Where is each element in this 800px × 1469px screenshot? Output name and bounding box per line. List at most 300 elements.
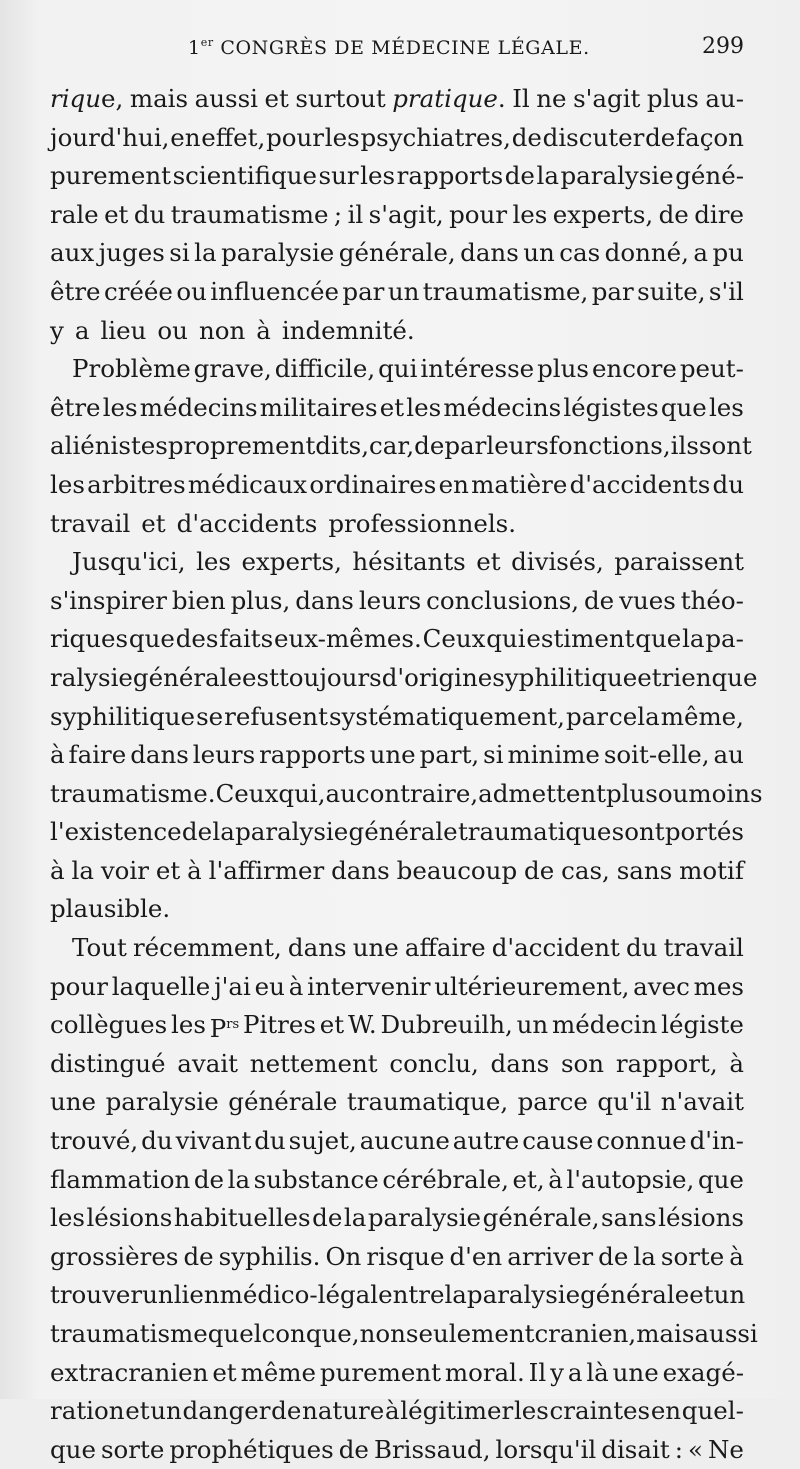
word: dits, [315, 431, 370, 461]
word: sans [616, 855, 673, 885]
text-line [50, 234, 744, 273]
word: médecin [552, 1010, 658, 1040]
word: pratique. [392, 84, 506, 113]
word: à [384, 1396, 400, 1426]
word: : [674, 1434, 683, 1464]
text-line [50, 1276, 744, 1315]
word: au [713, 740, 744, 770]
word: eux-mêmes. [274, 624, 422, 654]
word: cas, [561, 855, 610, 885]
word: leurs [358, 585, 422, 615]
word: scientifique [172, 161, 317, 191]
text-line [50, 1083, 744, 1122]
word: sorte [100, 1434, 165, 1464]
word: générale, [482, 1203, 600, 1233]
word: ultérieurement, [434, 971, 630, 1001]
word: grossières [50, 1241, 179, 1271]
word: qu'il [597, 1087, 652, 1117]
word: par [565, 701, 608, 731]
word: j'ai [214, 971, 251, 1001]
word: prophétiques [169, 1434, 334, 1464]
word: pour [50, 971, 108, 1001]
word: paraissent [614, 547, 744, 577]
word: experts, [552, 199, 654, 229]
word: d'accident [491, 933, 620, 963]
word: lorsqu'il [495, 1434, 597, 1464]
word: les [324, 122, 360, 152]
word: lésions [658, 1203, 744, 1233]
word: mais [636, 1319, 695, 1348]
word: légitimer [400, 1396, 514, 1426]
word: arriver [507, 1241, 594, 1271]
word: récemment, [132, 933, 282, 963]
word: mes [693, 971, 744, 1001]
word: paralysie [466, 1280, 581, 1310]
word: médecins [443, 392, 562, 422]
word: a [567, 1357, 583, 1387]
word: conclusions, [426, 585, 580, 615]
word: médicaux [187, 469, 308, 499]
word: et [104, 199, 129, 229]
word: l'autopsie, [566, 1164, 695, 1194]
word: à [548, 1164, 563, 1194]
text-line [50, 466, 744, 505]
text-line [50, 1006, 744, 1045]
word: et [476, 547, 501, 577]
text-line [50, 968, 744, 1007]
word: qui [486, 624, 526, 654]
word: à [288, 971, 304, 1001]
word: la [536, 161, 559, 191]
word: Il [528, 1357, 547, 1387]
word: théo- [680, 585, 744, 615]
word: de [183, 1241, 214, 1271]
text-line [50, 312, 744, 351]
word: rale [50, 199, 99, 229]
word: Ne [707, 1434, 744, 1464]
running-head [50, 36, 744, 66]
text-line [50, 620, 744, 659]
word: d'en [449, 1241, 503, 1271]
page-number: 299 [702, 34, 744, 59]
word: aussi [694, 1319, 758, 1348]
word: à [50, 855, 65, 885]
word: portés [664, 817, 744, 847]
word: autre [452, 1126, 520, 1156]
word: riques [50, 624, 129, 654]
word: des [175, 624, 219, 654]
word: l'existence [50, 817, 182, 847]
word: de [414, 431, 445, 461]
word: à [729, 1048, 744, 1078]
word: divisés, [511, 547, 604, 577]
word: rapports [396, 161, 504, 191]
word: se [196, 701, 224, 731]
text-line [50, 813, 744, 852]
word: mais [129, 84, 189, 113]
text-line [50, 505, 744, 544]
word: moral. [444, 1357, 525, 1387]
word: s'agit, [368, 199, 444, 229]
word: dans [331, 855, 390, 885]
word: pour [449, 199, 508, 229]
word: la [343, 1203, 367, 1233]
word: s'agit [573, 84, 641, 113]
word: paralysie [221, 238, 335, 268]
word: cranien, [534, 1319, 637, 1348]
word: et [379, 392, 405, 422]
word: part, [419, 740, 480, 770]
word: de [193, 1164, 225, 1194]
word: à [729, 1241, 744, 1271]
word: nettement [249, 1048, 378, 1078]
word: surtout [295, 84, 386, 113]
word: que [711, 662, 758, 692]
word: ou [157, 315, 188, 345]
word: aux [50, 238, 95, 268]
word: que [660, 392, 707, 422]
text-line [50, 157, 744, 196]
word: lieu [100, 315, 147, 345]
word: par [444, 431, 487, 461]
ordinal: 1 [188, 37, 201, 59]
word: de [645, 122, 676, 152]
word: sujet, [288, 1126, 357, 1156]
word: cause [522, 1126, 594, 1156]
word: peut- [679, 354, 744, 384]
word: nature [302, 1396, 385, 1426]
word: de [524, 855, 555, 885]
word: au [325, 778, 356, 808]
word: sur [318, 161, 359, 191]
word: ration [50, 1396, 125, 1426]
word: du [712, 469, 744, 499]
word: légistes [563, 392, 659, 422]
word: dans [130, 740, 189, 770]
word: avait [177, 1048, 239, 1078]
text-line [50, 582, 744, 621]
word: de [598, 1241, 629, 1271]
word: traumatisme [50, 1319, 208, 1348]
text-line [50, 543, 744, 582]
word: sans [601, 1203, 657, 1233]
word: indemnité. [281, 315, 415, 345]
word: non [198, 315, 246, 345]
word: les [406, 392, 442, 422]
word: aussi [194, 84, 258, 113]
word: beaucoup [396, 855, 518, 885]
word: une [352, 933, 399, 963]
word: jourd'hui, [50, 122, 170, 152]
word: flammation [50, 1164, 191, 1194]
text-line [50, 890, 744, 929]
word: ou [176, 276, 207, 306]
word: à [256, 315, 271, 345]
word: Il [512, 84, 530, 113]
word: d'in- [689, 1126, 744, 1156]
word: refusent [224, 701, 328, 731]
word: à [187, 855, 202, 885]
word: façon [676, 122, 744, 152]
word: pour [266, 122, 324, 152]
word: craintes [549, 1396, 651, 1426]
word: plus, [230, 585, 291, 615]
word: substance [253, 1164, 379, 1194]
word: la [444, 1280, 467, 1310]
word: paralysie [367, 1203, 482, 1233]
word: n'avait [660, 1087, 744, 1117]
word: travail [663, 933, 744, 963]
word: d'accidents [569, 469, 711, 499]
word: a [693, 238, 709, 268]
word: professionnels. [328, 508, 517, 538]
word: du [254, 1126, 286, 1156]
word: et [264, 84, 289, 113]
word: et [212, 1357, 237, 1387]
word: « [687, 1434, 703, 1464]
word: proprement [167, 431, 316, 461]
word: entre [378, 1280, 445, 1310]
word: toujours [278, 662, 382, 692]
word: que [128, 624, 175, 654]
text-line [50, 1238, 744, 1277]
word: seulement [405, 1319, 535, 1348]
word: estiment [526, 624, 635, 654]
word: plus [537, 354, 589, 384]
text-line [50, 1315, 758, 1354]
text-line [50, 1122, 744, 1161]
word: juges [98, 238, 165, 268]
word: Brissaud, [373, 1434, 491, 1464]
word: et [637, 662, 662, 692]
word: syphilitique [492, 662, 638, 692]
word: les [196, 547, 231, 577]
word: motif [679, 855, 744, 885]
word: et [689, 1280, 714, 1310]
word: paralysie [105, 1087, 219, 1117]
word: être [50, 276, 101, 306]
word: experts, [241, 547, 342, 577]
word: sont [611, 817, 665, 847]
word: a [74, 315, 90, 345]
word: avec [633, 971, 690, 1001]
running-head-title [188, 36, 590, 59]
word: de [271, 1396, 302, 1426]
word: dans [295, 585, 354, 615]
word: une [369, 740, 416, 770]
text-line [50, 1199, 744, 1238]
word: minime [507, 740, 600, 770]
word: du [626, 933, 658, 963]
text-line [50, 427, 752, 466]
word: dans [490, 1048, 550, 1078]
word: paralysie [560, 161, 674, 191]
word: moins [688, 778, 763, 808]
text-line [50, 350, 744, 389]
word: même [240, 1357, 317, 1387]
text-line [50, 1354, 744, 1393]
word: Ceux [422, 624, 486, 654]
word: légiste [661, 1010, 744, 1040]
word: les [102, 392, 138, 422]
word: W. [347, 1010, 377, 1040]
word: grave, [193, 354, 272, 384]
word: admettent [478, 778, 606, 808]
word: un [387, 276, 420, 306]
word: trouvé, [50, 1126, 139, 1156]
word: Dubreuilh, [380, 1010, 513, 1040]
word: pa- [705, 624, 744, 654]
word: traumatique [457, 817, 612, 847]
word: systématiquement, [328, 701, 565, 731]
congress-title: CONGRÈS DE MÉDECINE LÉGALE. [220, 37, 590, 59]
word: ou [657, 778, 689, 808]
word: en [650, 1396, 682, 1426]
ordinal-superscript: er [200, 36, 214, 49]
word: syphilitique [50, 701, 196, 731]
word: Ceux [215, 778, 279, 808]
word: encore [591, 354, 677, 384]
word: hésitants [352, 547, 466, 577]
word: effet, [201, 122, 266, 152]
word: les [171, 1010, 206, 1040]
word: rapports [259, 740, 366, 770]
word: de [658, 199, 689, 229]
word: que [50, 1434, 96, 1464]
text-line [50, 698, 744, 737]
word: ne [536, 84, 567, 113]
word: On [325, 1241, 362, 1271]
word: les [360, 161, 396, 191]
word: habituelles [173, 1203, 311, 1233]
word: eu [254, 971, 285, 1001]
word: de [312, 1203, 343, 1233]
word: la [212, 817, 235, 847]
text-line [50, 119, 744, 158]
text-line [50, 1431, 744, 1469]
word: s'il [708, 276, 744, 306]
word: collègues [50, 1010, 168, 1040]
word: vues [619, 585, 676, 615]
word: les [512, 199, 548, 229]
word: une [612, 1357, 659, 1387]
word: Jusqu'ici, [72, 547, 186, 577]
word: est [242, 662, 279, 692]
word: qui, [278, 778, 326, 808]
word: les [50, 1203, 85, 1233]
word: traumatisme [170, 199, 329, 229]
word: et [155, 855, 181, 885]
word: trouver [50, 1280, 143, 1310]
word: non [359, 1319, 406, 1348]
word: ordinaires [309, 469, 437, 499]
word: par [591, 276, 634, 306]
word: fonctions, [548, 431, 671, 461]
word: aliénistes [50, 431, 168, 461]
word: qui [378, 354, 418, 384]
word: créée [103, 276, 173, 306]
word: soit-elle, [603, 740, 710, 770]
word: cela [609, 701, 660, 731]
word: paralysie [235, 817, 349, 847]
word: du [141, 1126, 173, 1156]
word: psychiatres, [360, 122, 511, 152]
word: traumatisme, [422, 276, 589, 306]
word: traumatisme. [50, 778, 216, 808]
word: il [347, 199, 364, 229]
word: si [483, 740, 504, 770]
word: et [319, 1010, 345, 1040]
word: purement [319, 1357, 441, 1387]
word: de [181, 817, 213, 847]
word: d'origine [381, 662, 493, 692]
word: rien [661, 662, 712, 692]
word: générale [132, 662, 243, 692]
word: être [50, 392, 101, 422]
word: vivant [175, 1126, 252, 1156]
word: affaire [404, 933, 486, 963]
text-line [50, 389, 744, 428]
word: les [708, 392, 744, 422]
word: les [513, 1396, 549, 1426]
word: intervenir [307, 971, 431, 1001]
word: que [635, 624, 682, 654]
text-line [50, 659, 758, 698]
word: du [133, 199, 166, 229]
word: parce [517, 1087, 588, 1117]
word: générale, [338, 238, 456, 268]
word: matière [471, 469, 568, 499]
word: ; [333, 199, 343, 229]
word: si [169, 238, 190, 268]
word: leurs [192, 740, 256, 770]
word: là [586, 1357, 609, 1387]
word: ralysie [50, 662, 133, 692]
word: lien [173, 1280, 220, 1310]
word: difficile, [274, 354, 376, 384]
word: faire [68, 740, 127, 770]
word: de [338, 1434, 369, 1464]
word: contraire, [355, 778, 479, 808]
word: dans [287, 933, 347, 963]
word: un [142, 1280, 174, 1310]
word: suite, [637, 276, 706, 306]
word: la [227, 1164, 251, 1194]
word: dire [694, 199, 744, 229]
text-line [50, 736, 744, 775]
word: plus [605, 778, 658, 808]
word: intéresse [420, 354, 535, 384]
word: leurs [486, 431, 549, 461]
word: s'inspirer [50, 585, 167, 615]
word: rique, [50, 84, 124, 113]
word: militaires [259, 392, 378, 422]
word: un [150, 1396, 182, 1426]
word: par [342, 276, 385, 306]
word: et [141, 508, 166, 538]
word: plus [646, 84, 699, 113]
word: extracranien [50, 1357, 209, 1387]
word: laquelle [111, 971, 211, 1001]
word: Tout [72, 933, 127, 963]
word: pu [712, 238, 744, 268]
word: disait [601, 1434, 670, 1464]
word: $P^{rs}$ [209, 1014, 240, 1044]
word: sont [698, 431, 752, 461]
word: générale [580, 1280, 690, 1310]
word: sorte [660, 1241, 725, 1271]
word: un [523, 238, 555, 268]
